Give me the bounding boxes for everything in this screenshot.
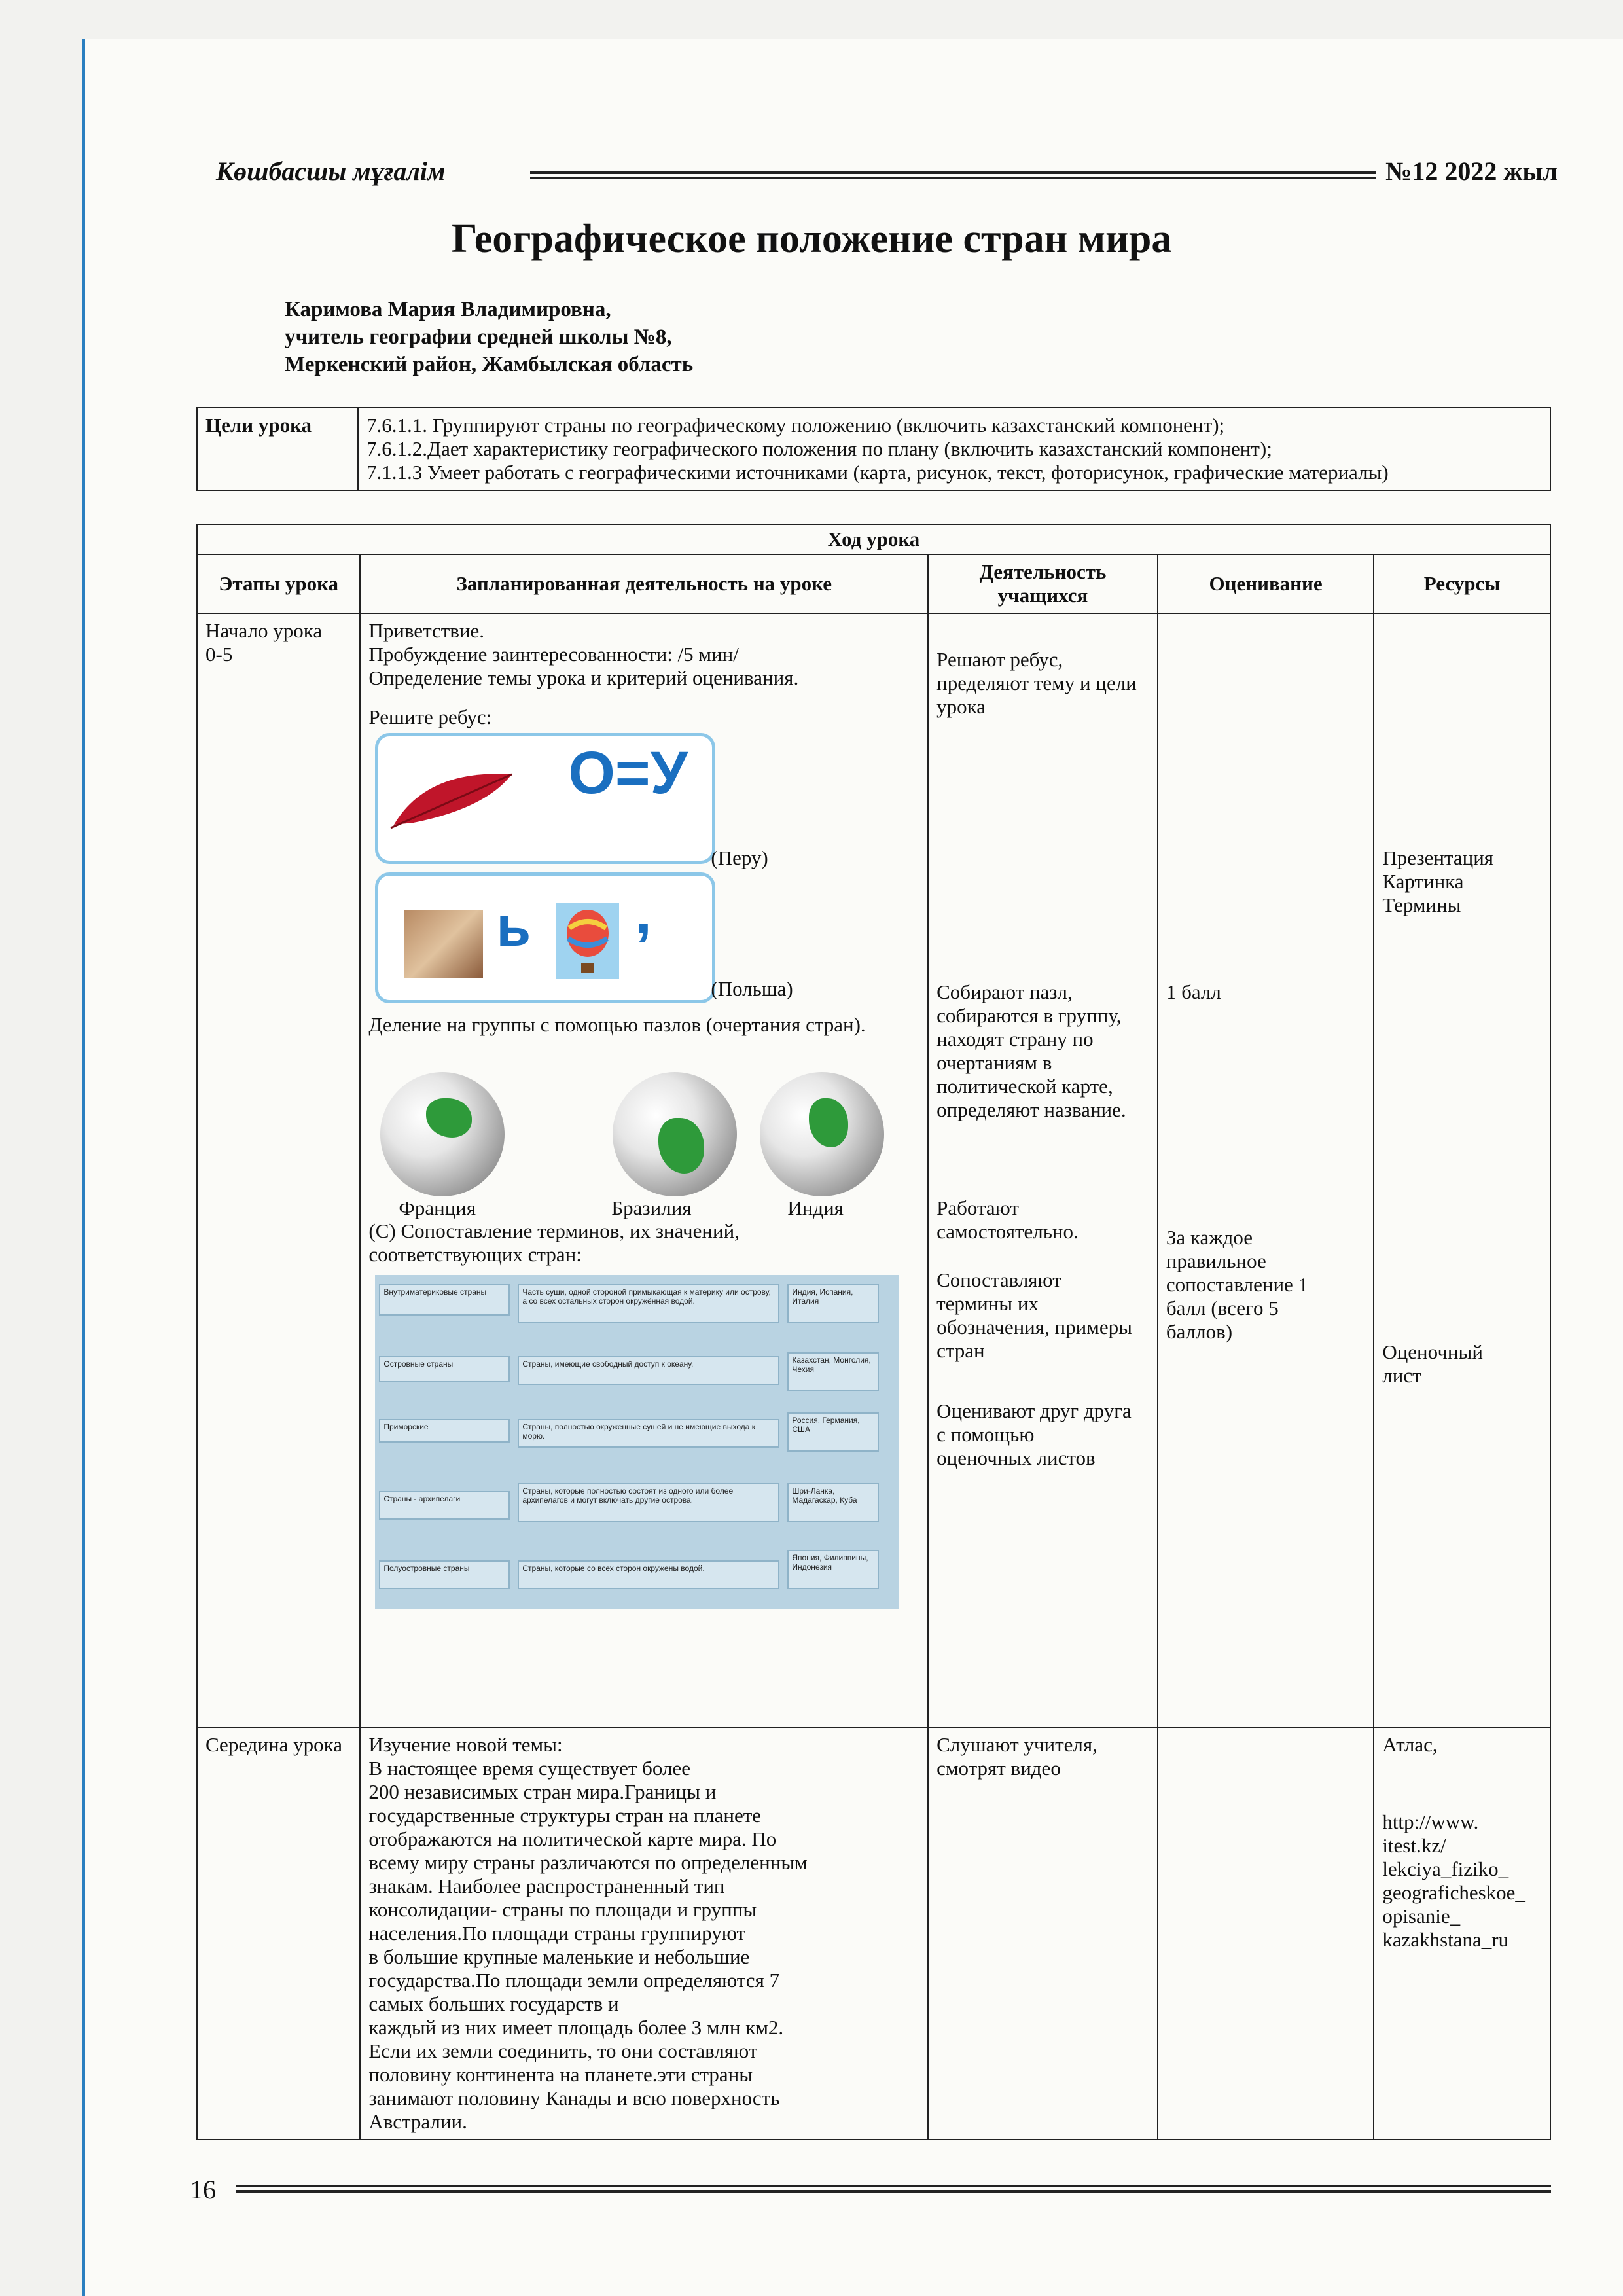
land-shape bbox=[658, 1118, 704, 1174]
rebus-peru bbox=[375, 733, 715, 864]
stage-middle: Середина урока bbox=[197, 1727, 360, 2140]
goals-text: 7.6.1.1. Группируют страны по географическому положению (включить казахстанский компонент); 7.6.1.2.Дает характеристику географического положения по плану (включить казахстанский компонент); 7.1.1.3 Умеет работать с географическими источниками (карта, рисунок, текст, фоторисунок, графические материалы) bbox=[358, 408, 1550, 490]
land-shape bbox=[809, 1098, 848, 1147]
author-location: Меркенский район, Жамбылская область bbox=[285, 353, 694, 376]
match-examples: Япония, Филиппины, Индонезия bbox=[787, 1550, 879, 1589]
student-activity-2: Собирают пазл, собираются в группу, находят страну по очертаниям в политической карте, определяют название. bbox=[936, 980, 1126, 1121]
goals-table bbox=[196, 407, 1551, 491]
magazine-header bbox=[216, 156, 1558, 195]
match-term: Страны - архипелаги bbox=[379, 1491, 510, 1520]
student-activity-3: Работают самостоятельно. bbox=[936, 1196, 1079, 1243]
match-examples: Шри-Ланка, Мадагаскар, Куба bbox=[787, 1483, 879, 1522]
match-meaning: Страны, полностью окруженные сушей и не имеющие выхода к морю. bbox=[518, 1419, 779, 1448]
matching-table-image-2 bbox=[375, 1537, 899, 1609]
assessment-1: 1 балл bbox=[1166, 980, 1221, 1003]
groups-text: Деление на группы с помощью пазлов (очертания стран). bbox=[368, 1013, 866, 1036]
match-examples: Индия, Испания, Италия bbox=[787, 1284, 879, 1323]
rebus-poland-comma: , bbox=[635, 879, 652, 946]
country-brazil: Бразилия bbox=[611, 1196, 692, 1219]
rebus-poland-letter: ь bbox=[496, 895, 531, 958]
resources-1: Презентация Картинка Термины bbox=[1382, 846, 1494, 916]
col-header-assessment: Оценивание bbox=[1158, 554, 1374, 613]
start-intro: Приветствие. Пробуждение заинтересованности: /5 мин/ Определение темы урока и критерий оценивания. bbox=[368, 619, 799, 689]
rebus-poland bbox=[375, 872, 715, 1003]
match-term: Островные страны bbox=[379, 1356, 510, 1382]
middle-resource-1: Атлас, bbox=[1382, 1733, 1438, 1756]
match-examples: Россия, Германия, США bbox=[787, 1412, 879, 1452]
footer-rule bbox=[236, 2185, 1551, 2195]
student-activity-5: Оценивают друг друга с помощью оценочных листов bbox=[936, 1399, 1132, 1469]
lesson-heading: Ход урока bbox=[197, 524, 1550, 554]
assessment-start-cell bbox=[1158, 613, 1374, 1727]
middle-assessment bbox=[1158, 1727, 1374, 2140]
match-term: Полуостровные страны bbox=[379, 1560, 510, 1589]
page-number: 16 bbox=[190, 2175, 216, 2204]
country-france: Франция bbox=[399, 1196, 476, 1219]
goals-label: Цели урока bbox=[197, 408, 358, 490]
match-meaning: Страны, которые полностью состоят из одного или более архипелагов и могут включать другие острова. bbox=[518, 1483, 779, 1522]
col-header-planned: Запланированная деятельность на уроке bbox=[360, 554, 928, 613]
magazine-name: Көшбасшы мұғалім bbox=[216, 156, 446, 186]
rebus-poland-answer: (Польша) bbox=[711, 977, 793, 1000]
globe-brazil bbox=[613, 1072, 737, 1196]
rebus-peru-text: О=У bbox=[568, 740, 688, 806]
middle-resource-link[interactable]: http://www. itest.kz/ lekciya_fiziko_ geograficheskoe_ opisanie_ kazakhstana_ru bbox=[1382, 1810, 1525, 1951]
issue-number: №12 2022 жыл bbox=[1376, 156, 1558, 187]
rebus-peru-answer: (Перу) bbox=[711, 846, 768, 869]
planned-start-cell bbox=[360, 613, 928, 1727]
middle-resources-cell bbox=[1374, 1727, 1550, 2140]
globe-france bbox=[380, 1072, 505, 1196]
match-meaning: Часть суши, одной стороной примыкающая к материку или острову, а со всех остальных сторон окружённая водой. bbox=[518, 1284, 779, 1323]
middle-student: Слушают учителя, смотрят видео bbox=[928, 1727, 1158, 2140]
author-position: учитель географии средней школы №8, bbox=[285, 325, 672, 349]
match-meaning: Страны, имеющие свободный доступ к океану. bbox=[518, 1356, 779, 1385]
article-title: Географическое положение стран мира bbox=[452, 217, 1172, 261]
rebus-prompt: Решите ребус: bbox=[368, 706, 492, 728]
col-header-stages: Этапы урока bbox=[197, 554, 360, 613]
author-block bbox=[285, 296, 693, 378]
author-name: Каримова Мария Владимировна, bbox=[285, 298, 611, 321]
resources-2: Оценочный лист bbox=[1382, 1340, 1483, 1387]
match-meaning: Страны, которые со всех сторон окружены водой. bbox=[518, 1560, 779, 1589]
col-header-students: Деятельность учащихся bbox=[928, 554, 1158, 613]
country-india: Индия bbox=[787, 1196, 844, 1219]
globe-india bbox=[760, 1072, 884, 1196]
photo-image bbox=[404, 910, 483, 978]
balloon-icon bbox=[555, 902, 620, 980]
lesson-table bbox=[196, 524, 1551, 2140]
col-header-resources: Ресурсы bbox=[1374, 554, 1550, 613]
resources-start-cell bbox=[1374, 613, 1550, 1727]
assessment-2: За каждое правильное сопоставление 1 балл (всего 5 баллов) bbox=[1166, 1226, 1309, 1343]
land-shape bbox=[426, 1098, 472, 1138]
student-activity-4: Сопоставляют термины их обозначения, примеры стран bbox=[936, 1268, 1132, 1362]
students-start-cell bbox=[928, 613, 1158, 1727]
match-term: Внутриматериковые страны bbox=[379, 1284, 510, 1316]
matching-table-image bbox=[375, 1275, 899, 1537]
stage-start: Начало урока 0-5 bbox=[197, 613, 360, 1727]
match-term: Приморские bbox=[379, 1419, 510, 1443]
feather-icon bbox=[387, 762, 525, 834]
student-activity-1: Решают ребус, пределяют тему и цели урока bbox=[936, 648, 1137, 718]
match-examples: Казахстан, Монголия, Чехия bbox=[787, 1352, 879, 1391]
matching-text: (С) Сопоставление терминов, их значений, соответствующих стран: bbox=[368, 1219, 740, 1266]
middle-text: Изучение новой темы: В настоящее время существует более 200 независимых стран мира.Границы и государственные структуры стран на планете отображаются на политической карте мира. По всему миру страны различаются по определенным знакам. Наиболее распространенный тип консолидации- страны по площади и группы населения.По площади страны группируют в большие крупные маленькие и небольшие государства.По площади земли определяются 7 самых больших государств и каждый из них имеет площадь более 3 млн км2. Если их земли соединить, то они составляют половину континента на планете.эти страны занимают половину Канады и всю поверхность Австралии. bbox=[360, 1727, 928, 2140]
